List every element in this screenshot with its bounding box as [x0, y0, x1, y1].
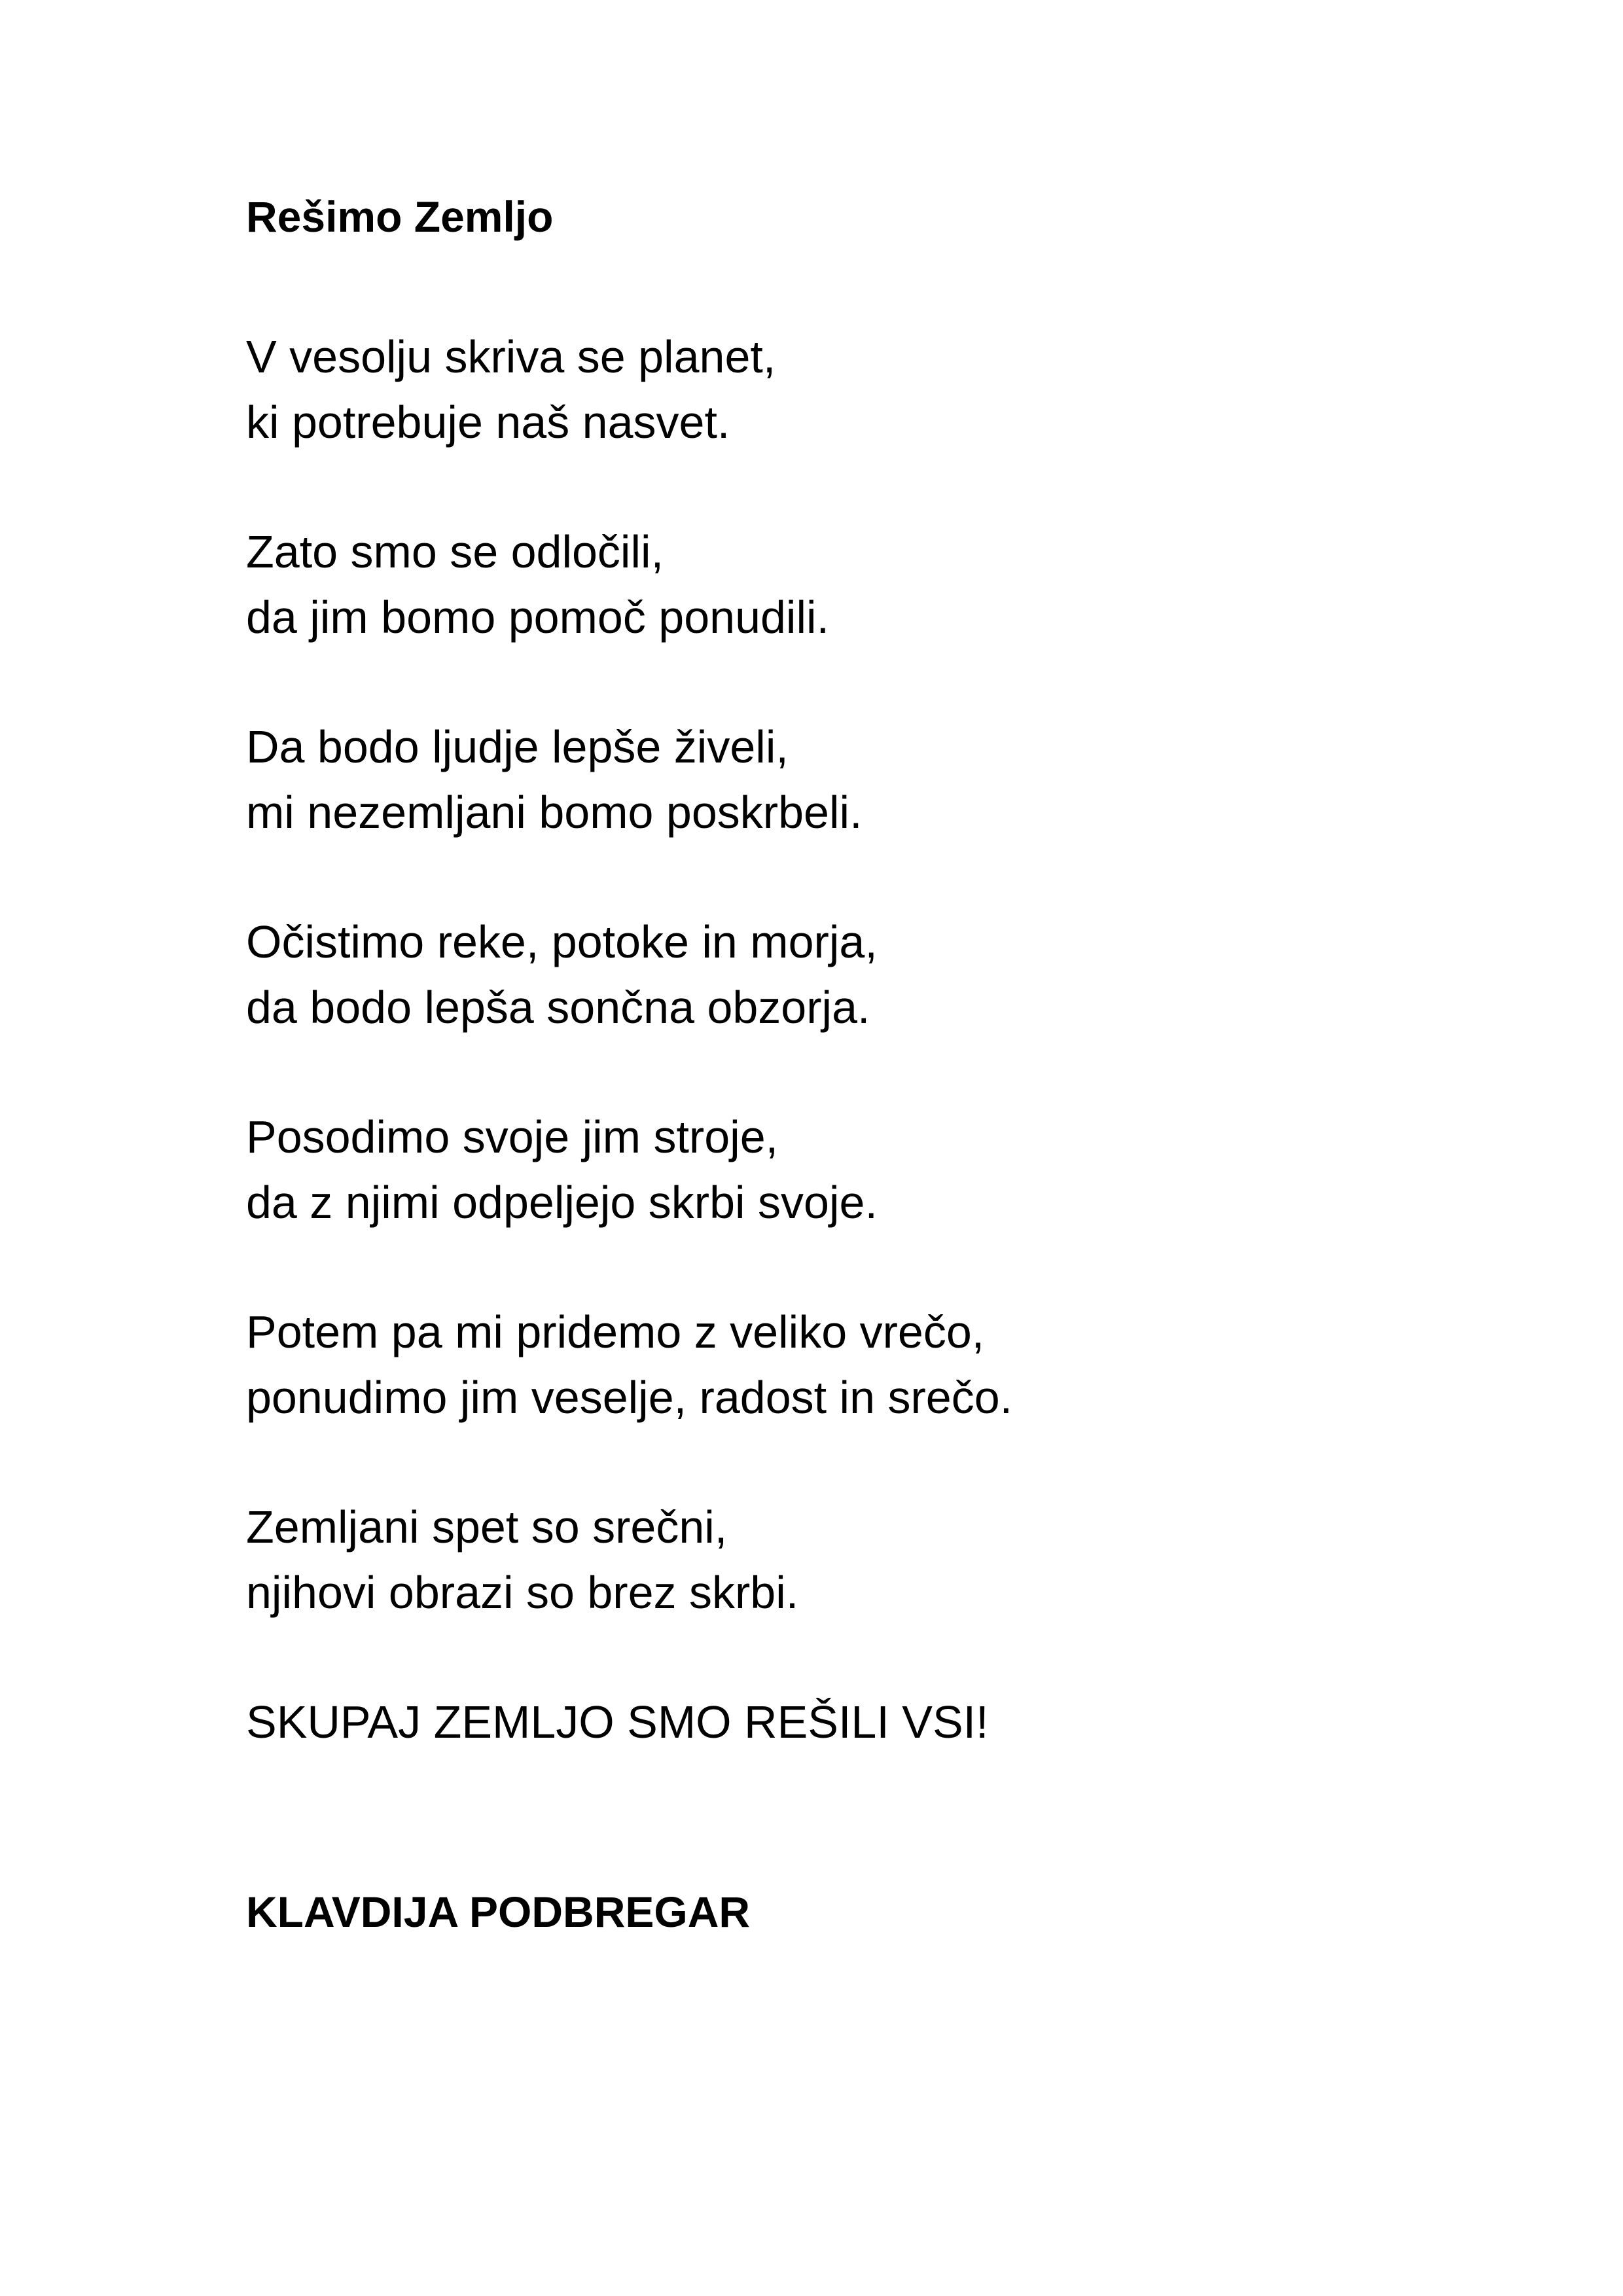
- poem-line: Posodimo svoje jim stroje,: [246, 1111, 779, 1162]
- poem-line: njihovi obrazi so brez skrbi.: [246, 1567, 799, 1618]
- poem-line: V vesolju skriva se planet,: [246, 331, 776, 382]
- poem-line: da z njimi odpeljejo skrbi svoje.: [246, 1177, 878, 1228]
- poem-line: ponudimo jim veselje, radost in srečo.: [246, 1372, 1013, 1423]
- poem-line: da jim bomo pomoč ponudili.: [246, 592, 830, 643]
- poem-line: Da bodo ljudje lepše živeli,: [246, 721, 789, 772]
- poem-line: Očistimo reke, potoke in morja,: [246, 916, 878, 967]
- poem-line: Zato smo se odločili,: [246, 526, 664, 577]
- poem-closing-line: SKUPAJ ZEMLJO SMO REŠILI VSI!: [246, 1696, 989, 1748]
- poem-line: da bodo lepša sončna obzorja.: [246, 982, 870, 1033]
- poem-author: KLAVDIJA PODBREGAR: [246, 1888, 751, 1936]
- poem-line: Potem pa mi pridemo z veliko vrečo,: [246, 1306, 985, 1357]
- poem-title: Rešimo Zemljo: [246, 192, 554, 241]
- poem-line: mi nezemljani bomo poskrbeli.: [246, 787, 863, 838]
- poem-line: ki potrebuje naš nasvet.: [246, 397, 730, 448]
- poem-line: Zemljani spet so srečni,: [246, 1501, 728, 1552]
